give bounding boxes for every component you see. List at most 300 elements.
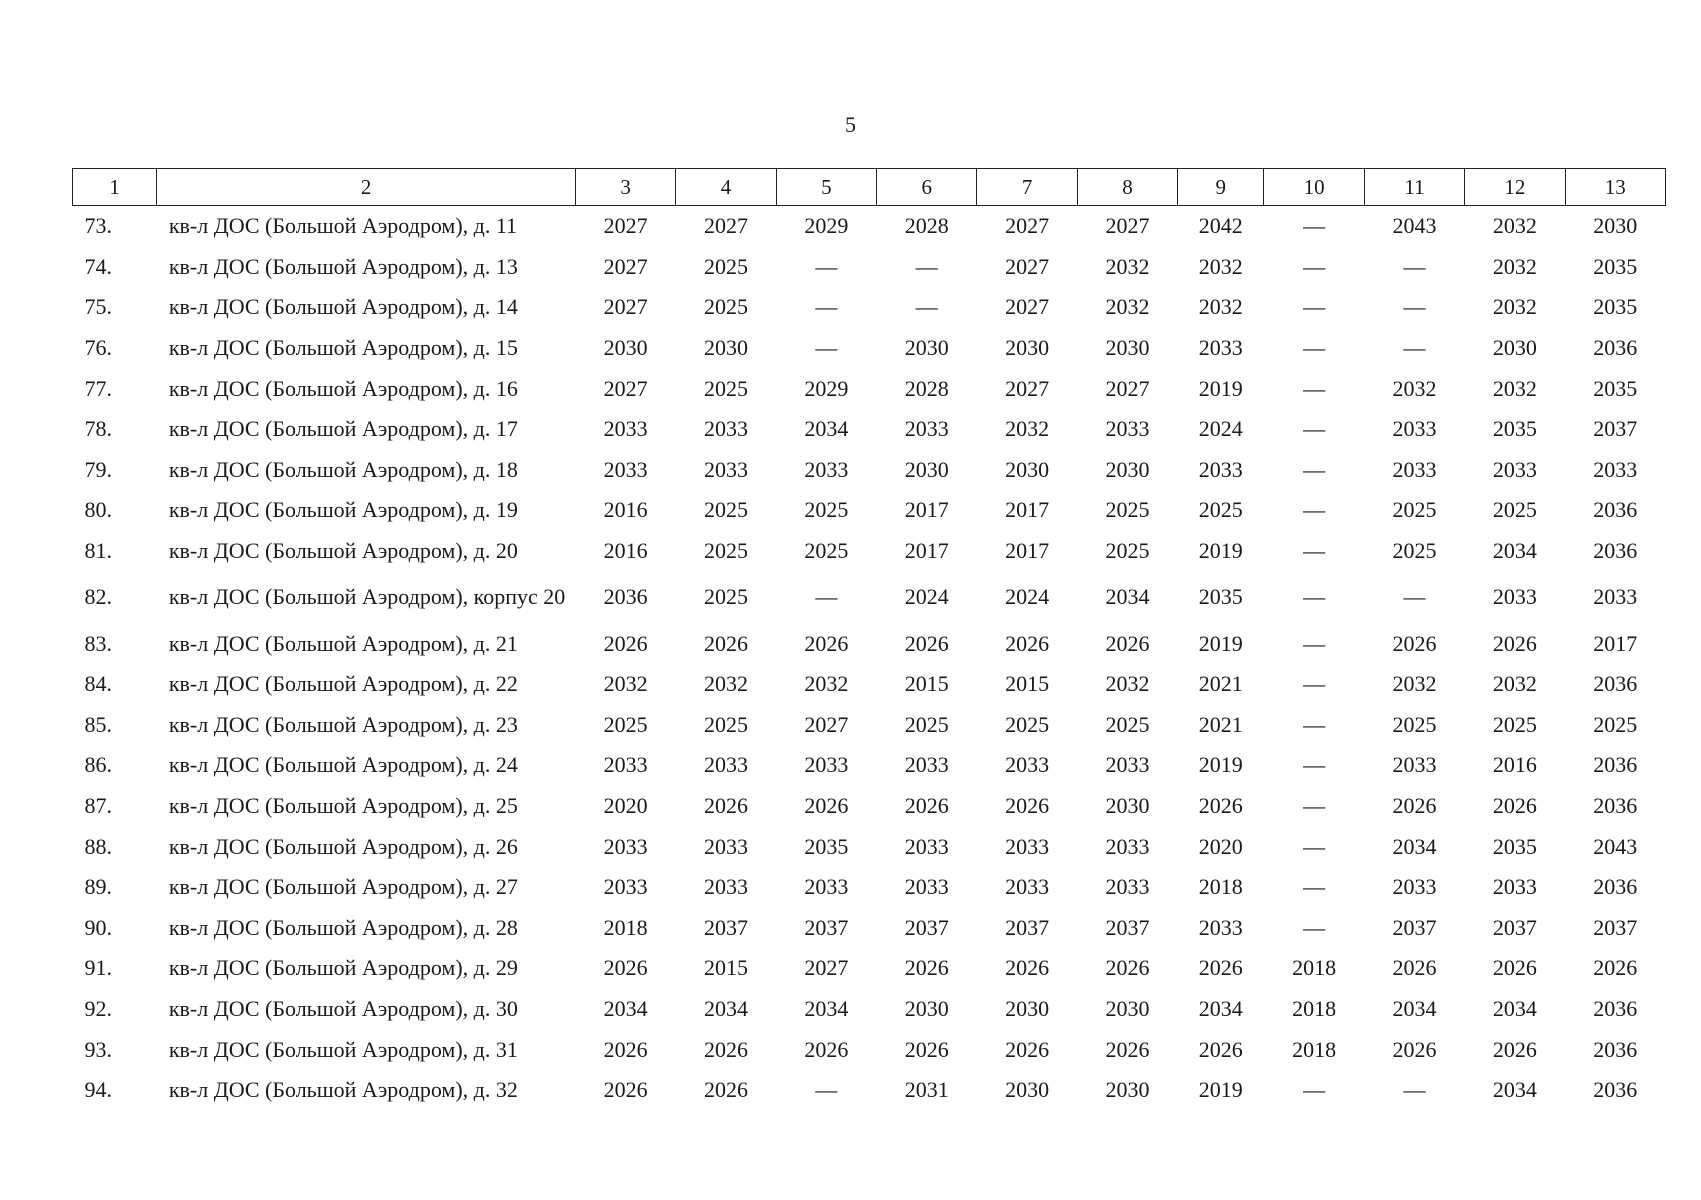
- year-cell-col-9: 2019: [1198, 538, 1243, 564]
- year-cell-col-7: 2017: [1005, 538, 1050, 564]
- column-header-1: 1: [73, 169, 157, 206]
- year-cell-col-6: 2033: [904, 752, 949, 778]
- column-header-2: 2: [157, 169, 576, 206]
- table-row: [73, 247, 1666, 288]
- table-row: [73, 989, 1666, 1030]
- year-cell-col-5: 2026: [804, 1036, 849, 1062]
- year-cell-col-7: 2026: [1005, 793, 1050, 819]
- year-cell-col-6: 2033: [904, 416, 949, 442]
- year-cell-col-6: 2033: [904, 874, 949, 900]
- year-cell-col-10: —: [1303, 752, 1326, 778]
- year-cell-col-12: 2016: [1492, 752, 1537, 778]
- year-cell-col-12: 2034: [1492, 1077, 1537, 1103]
- year-cell-col-5: —: [815, 584, 838, 610]
- year-cell-col-9: 2018: [1198, 874, 1243, 900]
- year-cell-col-5: 2033: [804, 456, 849, 482]
- year-cell-col-3: 2033: [603, 874, 648, 900]
- year-cell-col-10: —: [1303, 874, 1326, 900]
- row-address: кв-л ДОС (Большой Аэродром), д. 26: [168, 833, 518, 859]
- year-cell-col-13: 2017: [1593, 630, 1638, 656]
- year-cell-col-10: —: [1303, 630, 1326, 656]
- year-cell-col-11: 2032: [1392, 671, 1437, 697]
- row-address: кв-л ДОС (Большой Аэродром), д. 18: [168, 456, 518, 482]
- year-cell-col-3: 2016: [603, 538, 648, 564]
- year-cell-col-5: 2025: [804, 497, 849, 523]
- year-cell-col-13: 2037: [1593, 416, 1638, 442]
- year-cell-col-13: 2036: [1593, 1036, 1638, 1062]
- table-row: [73, 531, 1666, 572]
- year-cell-col-5: 2026: [804, 630, 849, 656]
- year-cell-col-5: 2035: [804, 833, 849, 859]
- year-cell-col-3: 2027: [603, 294, 648, 320]
- year-cell-col-10: —: [1303, 711, 1326, 737]
- year-cell-col-11: 2026: [1392, 630, 1437, 656]
- year-cell-col-4: 2025: [703, 711, 748, 737]
- year-cell-col-12: 2037: [1492, 914, 1537, 940]
- year-cell-col-8: 2027: [1105, 213, 1150, 239]
- table-row: [73, 664, 1666, 705]
- year-cell-col-7: 2025: [1005, 711, 1050, 737]
- year-cell-col-9: 2024: [1198, 416, 1243, 442]
- year-cell-col-3: 2026: [603, 955, 648, 981]
- year-cell-col-12: 2025: [1492, 711, 1537, 737]
- row-number: 83.: [84, 630, 112, 656]
- table-row: [73, 826, 1666, 867]
- year-cell-col-3: 2033: [603, 833, 648, 859]
- year-cell-col-4: 2025: [703, 294, 748, 320]
- year-cell-col-4: 2015: [703, 955, 748, 981]
- year-cell-col-7: 2032: [1005, 416, 1050, 442]
- year-cell-col-11: 2026: [1392, 955, 1437, 981]
- year-cell-col-6: 2028: [904, 213, 949, 239]
- year-cell-col-5: 2034: [804, 416, 849, 442]
- year-cell-col-13: 2025: [1593, 711, 1638, 737]
- year-cell-col-13: 2037: [1593, 914, 1638, 940]
- year-cell-col-5: 2033: [804, 874, 849, 900]
- year-cell-col-8: 2033: [1105, 752, 1150, 778]
- year-cell-col-10: —: [1303, 793, 1326, 819]
- table-row: [73, 1070, 1666, 1111]
- row-address: кв-л ДОС (Большой Аэродром), д. 30: [168, 995, 518, 1021]
- page-number: 5: [845, 112, 856, 137]
- year-cell-col-11: 2034: [1392, 833, 1437, 859]
- year-cell-col-11: 2034: [1392, 995, 1437, 1021]
- row-number: 79.: [84, 456, 112, 482]
- year-cell-col-5: 2026: [804, 793, 849, 819]
- row-number: 78.: [84, 416, 112, 442]
- column-header-10: 10: [1264, 169, 1364, 206]
- year-cell-col-10: —: [1303, 914, 1326, 940]
- year-cell-col-8: 2030: [1105, 1077, 1150, 1103]
- table-header: [73, 169, 1666, 206]
- year-cell-col-11: 2025: [1392, 497, 1437, 523]
- year-cell-col-10: 2018: [1292, 995, 1337, 1021]
- year-cell-col-7: 2026: [1005, 1036, 1050, 1062]
- year-cell-col-6: 2030: [904, 456, 949, 482]
- year-cell-col-12: 2032: [1492, 213, 1537, 239]
- year-cell-col-9: 2025: [1198, 497, 1243, 523]
- year-cell-col-6: —: [915, 253, 938, 279]
- row-address: кв-л ДОС (Большой Аэродром), д. 22: [168, 671, 518, 697]
- year-cell-col-13: 2036: [1593, 671, 1638, 697]
- column-header-11: 11: [1364, 169, 1464, 206]
- year-cell-col-9: 2026: [1198, 793, 1243, 819]
- year-cell-col-4: 2027: [703, 213, 748, 239]
- year-cell-col-11: —: [1403, 335, 1426, 361]
- year-cell-col-10: —: [1303, 375, 1326, 401]
- year-cell-col-6: 2026: [904, 955, 949, 981]
- column-header-7: 7: [977, 169, 1077, 206]
- year-cell-col-11: 2033: [1392, 456, 1437, 482]
- year-cell-col-3: 2025: [603, 711, 648, 737]
- table-row: [73, 328, 1666, 369]
- year-cell-col-5: 2033: [804, 752, 849, 778]
- year-cell-col-12: 2033: [1492, 874, 1537, 900]
- year-cell-col-9: 2019: [1198, 752, 1243, 778]
- year-cell-col-6: 2017: [904, 538, 949, 564]
- row-address: кв-л ДОС (Большой Аэродром), д. 23: [168, 711, 518, 737]
- year-cell-col-5: 2034: [804, 995, 849, 1021]
- column-header-8: 8: [1077, 169, 1177, 206]
- table-row: [73, 948, 1666, 989]
- year-cell-col-11: 2043: [1392, 213, 1437, 239]
- table-row: [73, 409, 1666, 450]
- year-cell-col-5: —: [815, 294, 838, 320]
- year-cell-col-3: 2030: [603, 335, 648, 361]
- year-cell-col-5: 2029: [804, 213, 849, 239]
- year-cell-col-5: 2027: [804, 711, 849, 737]
- column-header-6: 6: [877, 169, 977, 206]
- row-number: 87.: [84, 793, 112, 819]
- year-cell-col-3: 2033: [603, 752, 648, 778]
- row-address: кв-л ДОС (Большой Аэродром), д. 14: [168, 294, 518, 320]
- year-cell-col-9: 2035: [1198, 584, 1243, 610]
- year-cell-col-11: 2025: [1392, 711, 1437, 737]
- year-cell-col-11: 2032: [1392, 375, 1437, 401]
- row-number: 82.: [84, 584, 112, 610]
- year-cell-col-10: —: [1303, 497, 1326, 523]
- year-cell-col-3: 2032: [603, 671, 648, 697]
- row-number: 85.: [84, 711, 112, 737]
- year-cell-col-10: —: [1303, 1077, 1326, 1103]
- year-cell-col-12: 2032: [1492, 294, 1537, 320]
- year-cell-col-4: 2033: [703, 416, 748, 442]
- year-cell-col-3: 2033: [603, 416, 648, 442]
- year-cell-col-9: 2026: [1198, 955, 1243, 981]
- year-cell-col-8: 2032: [1105, 294, 1150, 320]
- year-cell-col-7: 2027: [1005, 294, 1050, 320]
- row-address: кв-л ДОС (Большой Аэродром), д. 27: [168, 874, 518, 900]
- year-cell-col-12: 2026: [1492, 630, 1537, 656]
- year-cell-col-8: 2030: [1105, 335, 1150, 361]
- year-cell-col-9: 2033: [1198, 456, 1243, 482]
- year-cell-col-3: 2016: [603, 497, 648, 523]
- row-address: кв-л ДОС (Большой Аэродром), д. 32: [168, 1077, 518, 1103]
- year-cell-col-12: 2032: [1492, 375, 1537, 401]
- schedule-table: [72, 168, 1666, 1110]
- year-cell-col-4: 2030: [703, 335, 748, 361]
- year-cell-col-10: 2018: [1292, 955, 1337, 981]
- year-cell-col-4: 2025: [703, 497, 748, 523]
- year-cell-col-10: —: [1303, 671, 1326, 697]
- year-cell-col-11: 2025: [1392, 538, 1437, 564]
- table-row: [73, 206, 1666, 247]
- year-cell-col-7: 2027: [1005, 375, 1050, 401]
- row-address: кв-л ДОС (Большой Аэродром), д. 13: [168, 253, 518, 279]
- year-cell-col-13: 2035: [1593, 294, 1638, 320]
- year-cell-col-3: 2020: [603, 793, 648, 819]
- year-cell-col-7: 2017: [1005, 497, 1050, 523]
- year-cell-col-10: —: [1303, 538, 1326, 564]
- year-cell-col-5: 2037: [804, 914, 849, 940]
- column-header-4: 4: [676, 169, 776, 206]
- year-cell-col-4: 2033: [703, 833, 748, 859]
- year-cell-col-13: 2043: [1593, 833, 1638, 859]
- year-cell-col-6: 2033: [904, 833, 949, 859]
- year-cell-col-4: 2026: [703, 1077, 748, 1103]
- row-address: кв-л ДОС (Большой Аэродром), д. 17: [168, 416, 518, 442]
- year-cell-col-4: 2025: [703, 584, 748, 610]
- year-cell-col-9: 2021: [1198, 671, 1243, 697]
- year-cell-col-6: 2028: [904, 375, 949, 401]
- year-cell-col-11: 2033: [1392, 752, 1437, 778]
- row-address: кв-л ДОС (Большой Аэродром), д. 16: [168, 375, 518, 401]
- year-cell-col-8: 2025: [1105, 538, 1150, 564]
- row-number: 77.: [84, 375, 112, 401]
- year-cell-col-6: 2017: [904, 497, 949, 523]
- year-cell-col-4: 2033: [703, 456, 748, 482]
- row-address: кв-л ДОС (Большой Аэродром), д. 25: [168, 793, 518, 819]
- year-cell-col-8: 2037: [1105, 914, 1150, 940]
- year-cell-col-12: 2026: [1492, 793, 1537, 819]
- year-cell-col-3: 2018: [603, 914, 648, 940]
- year-cell-col-12: 2030: [1492, 335, 1537, 361]
- year-cell-col-13: 2035: [1593, 253, 1638, 279]
- row-address: кв-л ДОС (Большой Аэродром), корпус 20: [168, 584, 566, 610]
- table-row: [73, 287, 1666, 328]
- row-number: 86.: [84, 752, 112, 778]
- row-address: кв-л ДОС (Большой Аэродром), д. 29: [168, 955, 518, 981]
- year-cell-col-10: —: [1303, 294, 1326, 320]
- year-cell-col-7: 2026: [1005, 630, 1050, 656]
- year-cell-col-8: 2030: [1105, 793, 1150, 819]
- table-row: [73, 571, 1666, 623]
- year-cell-col-11: —: [1403, 1077, 1426, 1103]
- row-number: 75.: [84, 294, 112, 320]
- row-address: кв-л ДОС (Большой Аэродром), д. 20: [168, 538, 518, 564]
- year-cell-col-8: 2030: [1105, 456, 1150, 482]
- year-cell-col-12: 2033: [1492, 584, 1537, 610]
- year-cell-col-11: 2026: [1392, 793, 1437, 819]
- year-cell-col-4: 2025: [703, 375, 748, 401]
- year-cell-col-10: —: [1303, 456, 1326, 482]
- year-cell-col-8: 2026: [1105, 1036, 1150, 1062]
- row-address: кв-л ДОС (Большой Аэродром), д. 31: [168, 1036, 518, 1062]
- year-cell-col-8: 2025: [1105, 497, 1150, 523]
- year-cell-col-4: 2026: [703, 793, 748, 819]
- year-cell-col-10: —: [1303, 253, 1326, 279]
- year-cell-col-4: 2026: [703, 1036, 748, 1062]
- year-cell-col-8: 2033: [1105, 416, 1150, 442]
- row-number: 74.: [84, 253, 112, 279]
- year-cell-col-13: 2036: [1593, 335, 1638, 361]
- row-number: 84.: [84, 671, 112, 697]
- year-cell-col-7: 2030: [1005, 335, 1050, 361]
- year-cell-col-8: 2034: [1105, 584, 1150, 610]
- row-number: 89.: [84, 874, 112, 900]
- year-cell-col-9: 2020: [1198, 833, 1243, 859]
- row-number: 92.: [84, 995, 112, 1021]
- year-cell-col-5: 2025: [804, 538, 849, 564]
- year-cell-col-9: 2019: [1198, 630, 1243, 656]
- year-cell-col-11: 2033: [1392, 416, 1437, 442]
- year-cell-col-6: 2030: [904, 995, 949, 1021]
- year-cell-col-8: 2025: [1105, 711, 1150, 737]
- year-cell-col-13: 2030: [1593, 213, 1638, 239]
- table-row: [73, 705, 1666, 746]
- year-cell-col-7: 2026: [1005, 955, 1050, 981]
- year-cell-col-12: 2035: [1492, 833, 1537, 859]
- year-cell-col-11: —: [1403, 584, 1426, 610]
- year-cell-col-5: —: [815, 253, 838, 279]
- year-cell-col-12: 2033: [1492, 456, 1537, 482]
- year-cell-col-4: 2032: [703, 671, 748, 697]
- year-cell-col-11: 2033: [1392, 874, 1437, 900]
- year-cell-col-13: 2026: [1593, 955, 1638, 981]
- row-address: кв-л ДОС (Большой Аэродром), д. 28: [168, 914, 518, 940]
- year-cell-col-12: 2025: [1492, 497, 1537, 523]
- year-cell-col-3: 2026: [603, 1036, 648, 1062]
- year-cell-col-13: 2036: [1593, 995, 1638, 1021]
- year-cell-col-7: 2030: [1005, 995, 1050, 1021]
- year-cell-col-13: 2036: [1593, 497, 1638, 523]
- year-cell-col-3: 2036: [603, 584, 648, 610]
- year-cell-col-5: 2029: [804, 375, 849, 401]
- schedule-table-container: [72, 168, 1666, 1110]
- year-cell-col-3: 2027: [603, 253, 648, 279]
- year-cell-col-10: —: [1303, 833, 1326, 859]
- year-cell-col-9: 2033: [1198, 914, 1243, 940]
- year-cell-col-7: 2030: [1005, 456, 1050, 482]
- year-cell-col-8: 2033: [1105, 874, 1150, 900]
- column-header-12: 12: [1465, 169, 1565, 206]
- table-body: [73, 206, 1666, 1111]
- year-cell-col-3: 2026: [603, 630, 648, 656]
- year-cell-col-8: 2026: [1105, 955, 1150, 981]
- table-row: [73, 623, 1666, 664]
- year-cell-col-9: 2019: [1198, 375, 1243, 401]
- column-header-5: 5: [776, 169, 876, 206]
- year-cell-col-13: 2036: [1593, 752, 1638, 778]
- year-cell-col-13: 2036: [1593, 1077, 1638, 1103]
- year-cell-col-13: 2036: [1593, 538, 1638, 564]
- year-cell-col-12: 2034: [1492, 995, 1537, 1021]
- year-cell-col-9: 2026: [1198, 1036, 1243, 1062]
- row-address: кв-л ДОС (Большой Аэродром), д. 15: [168, 335, 518, 361]
- table-row: [73, 1029, 1666, 1070]
- year-cell-col-12: 2026: [1492, 1036, 1537, 1062]
- year-cell-col-6: 2024: [904, 584, 949, 610]
- year-cell-col-3: 2026: [603, 1077, 648, 1103]
- column-header-3: 3: [575, 169, 675, 206]
- year-cell-col-4: 2025: [703, 253, 748, 279]
- year-cell-col-8: 2027: [1105, 375, 1150, 401]
- year-cell-col-3: 2033: [603, 456, 648, 482]
- table-row: [73, 867, 1666, 908]
- row-address: кв-л ДОС (Большой Аэродром), д. 19: [168, 497, 518, 523]
- table-row: [73, 786, 1666, 827]
- year-cell-col-6: 2026: [904, 630, 949, 656]
- year-cell-col-7: 2033: [1005, 833, 1050, 859]
- column-header-13: 13: [1565, 169, 1665, 206]
- year-cell-col-3: 2034: [603, 995, 648, 1021]
- year-cell-col-7: 2033: [1005, 752, 1050, 778]
- year-cell-col-6: 2025: [904, 711, 949, 737]
- year-cell-col-3: 2027: [603, 375, 648, 401]
- year-cell-col-10: —: [1303, 213, 1326, 239]
- year-cell-col-13: 2033: [1593, 456, 1638, 482]
- year-cell-col-10: —: [1303, 335, 1326, 361]
- row-number: 80.: [84, 497, 112, 523]
- year-cell-col-6: 2030: [904, 335, 949, 361]
- year-cell-col-6: 2026: [904, 793, 949, 819]
- row-number: 94.: [84, 1077, 112, 1103]
- row-address: кв-л ДОС (Большой Аэродром), д. 24: [168, 752, 518, 778]
- year-cell-col-8: 2030: [1105, 995, 1150, 1021]
- year-cell-col-13: 2036: [1593, 874, 1638, 900]
- year-cell-col-5: —: [815, 1077, 838, 1103]
- table-row: [73, 450, 1666, 491]
- year-cell-col-7: 2033: [1005, 874, 1050, 900]
- year-cell-col-12: 2026: [1492, 955, 1537, 981]
- row-number: 76.: [84, 335, 112, 361]
- year-cell-col-4: 2026: [703, 630, 748, 656]
- year-cell-col-10: —: [1303, 416, 1326, 442]
- year-cell-col-4: 2033: [703, 752, 748, 778]
- row-address: кв-л ДОС (Большой Аэродром), д. 21: [168, 630, 518, 656]
- row-number: 90.: [84, 914, 112, 940]
- row-number: 93.: [84, 1036, 112, 1062]
- row-number: 88.: [84, 833, 112, 859]
- year-cell-col-4: 2033: [703, 874, 748, 900]
- year-cell-col-6: 2015: [904, 671, 949, 697]
- year-cell-col-13: 2036: [1593, 793, 1638, 819]
- year-cell-col-6: —: [915, 294, 938, 320]
- year-cell-col-7: 2030: [1005, 1077, 1050, 1103]
- year-cell-col-9: 2042: [1198, 213, 1243, 239]
- year-cell-col-11: —: [1403, 294, 1426, 320]
- year-cell-col-6: 2026: [904, 1036, 949, 1062]
- year-cell-col-7: 2027: [1005, 213, 1050, 239]
- year-cell-col-13: 2033: [1593, 584, 1638, 610]
- year-cell-col-4: 2037: [703, 914, 748, 940]
- table-row: [73, 368, 1666, 409]
- year-cell-col-10: 2018: [1292, 1036, 1337, 1062]
- year-cell-col-8: 2026: [1105, 630, 1150, 656]
- year-cell-col-12: 2035: [1492, 416, 1537, 442]
- year-cell-col-9: 2034: [1198, 995, 1243, 1021]
- table-row: [73, 490, 1666, 531]
- row-number: 91.: [84, 955, 112, 981]
- year-cell-col-5: 2027: [804, 955, 849, 981]
- year-cell-col-9: 2032: [1198, 294, 1243, 320]
- year-cell-col-9: 2021: [1198, 711, 1243, 737]
- row-number: 81.: [84, 538, 112, 564]
- year-cell-col-8: 2032: [1105, 671, 1150, 697]
- year-cell-col-11: 2026: [1392, 1036, 1437, 1062]
- year-cell-col-4: 2025: [703, 538, 748, 564]
- row-address: кв-л ДОС (Большой Аэродром), д. 11: [168, 213, 518, 239]
